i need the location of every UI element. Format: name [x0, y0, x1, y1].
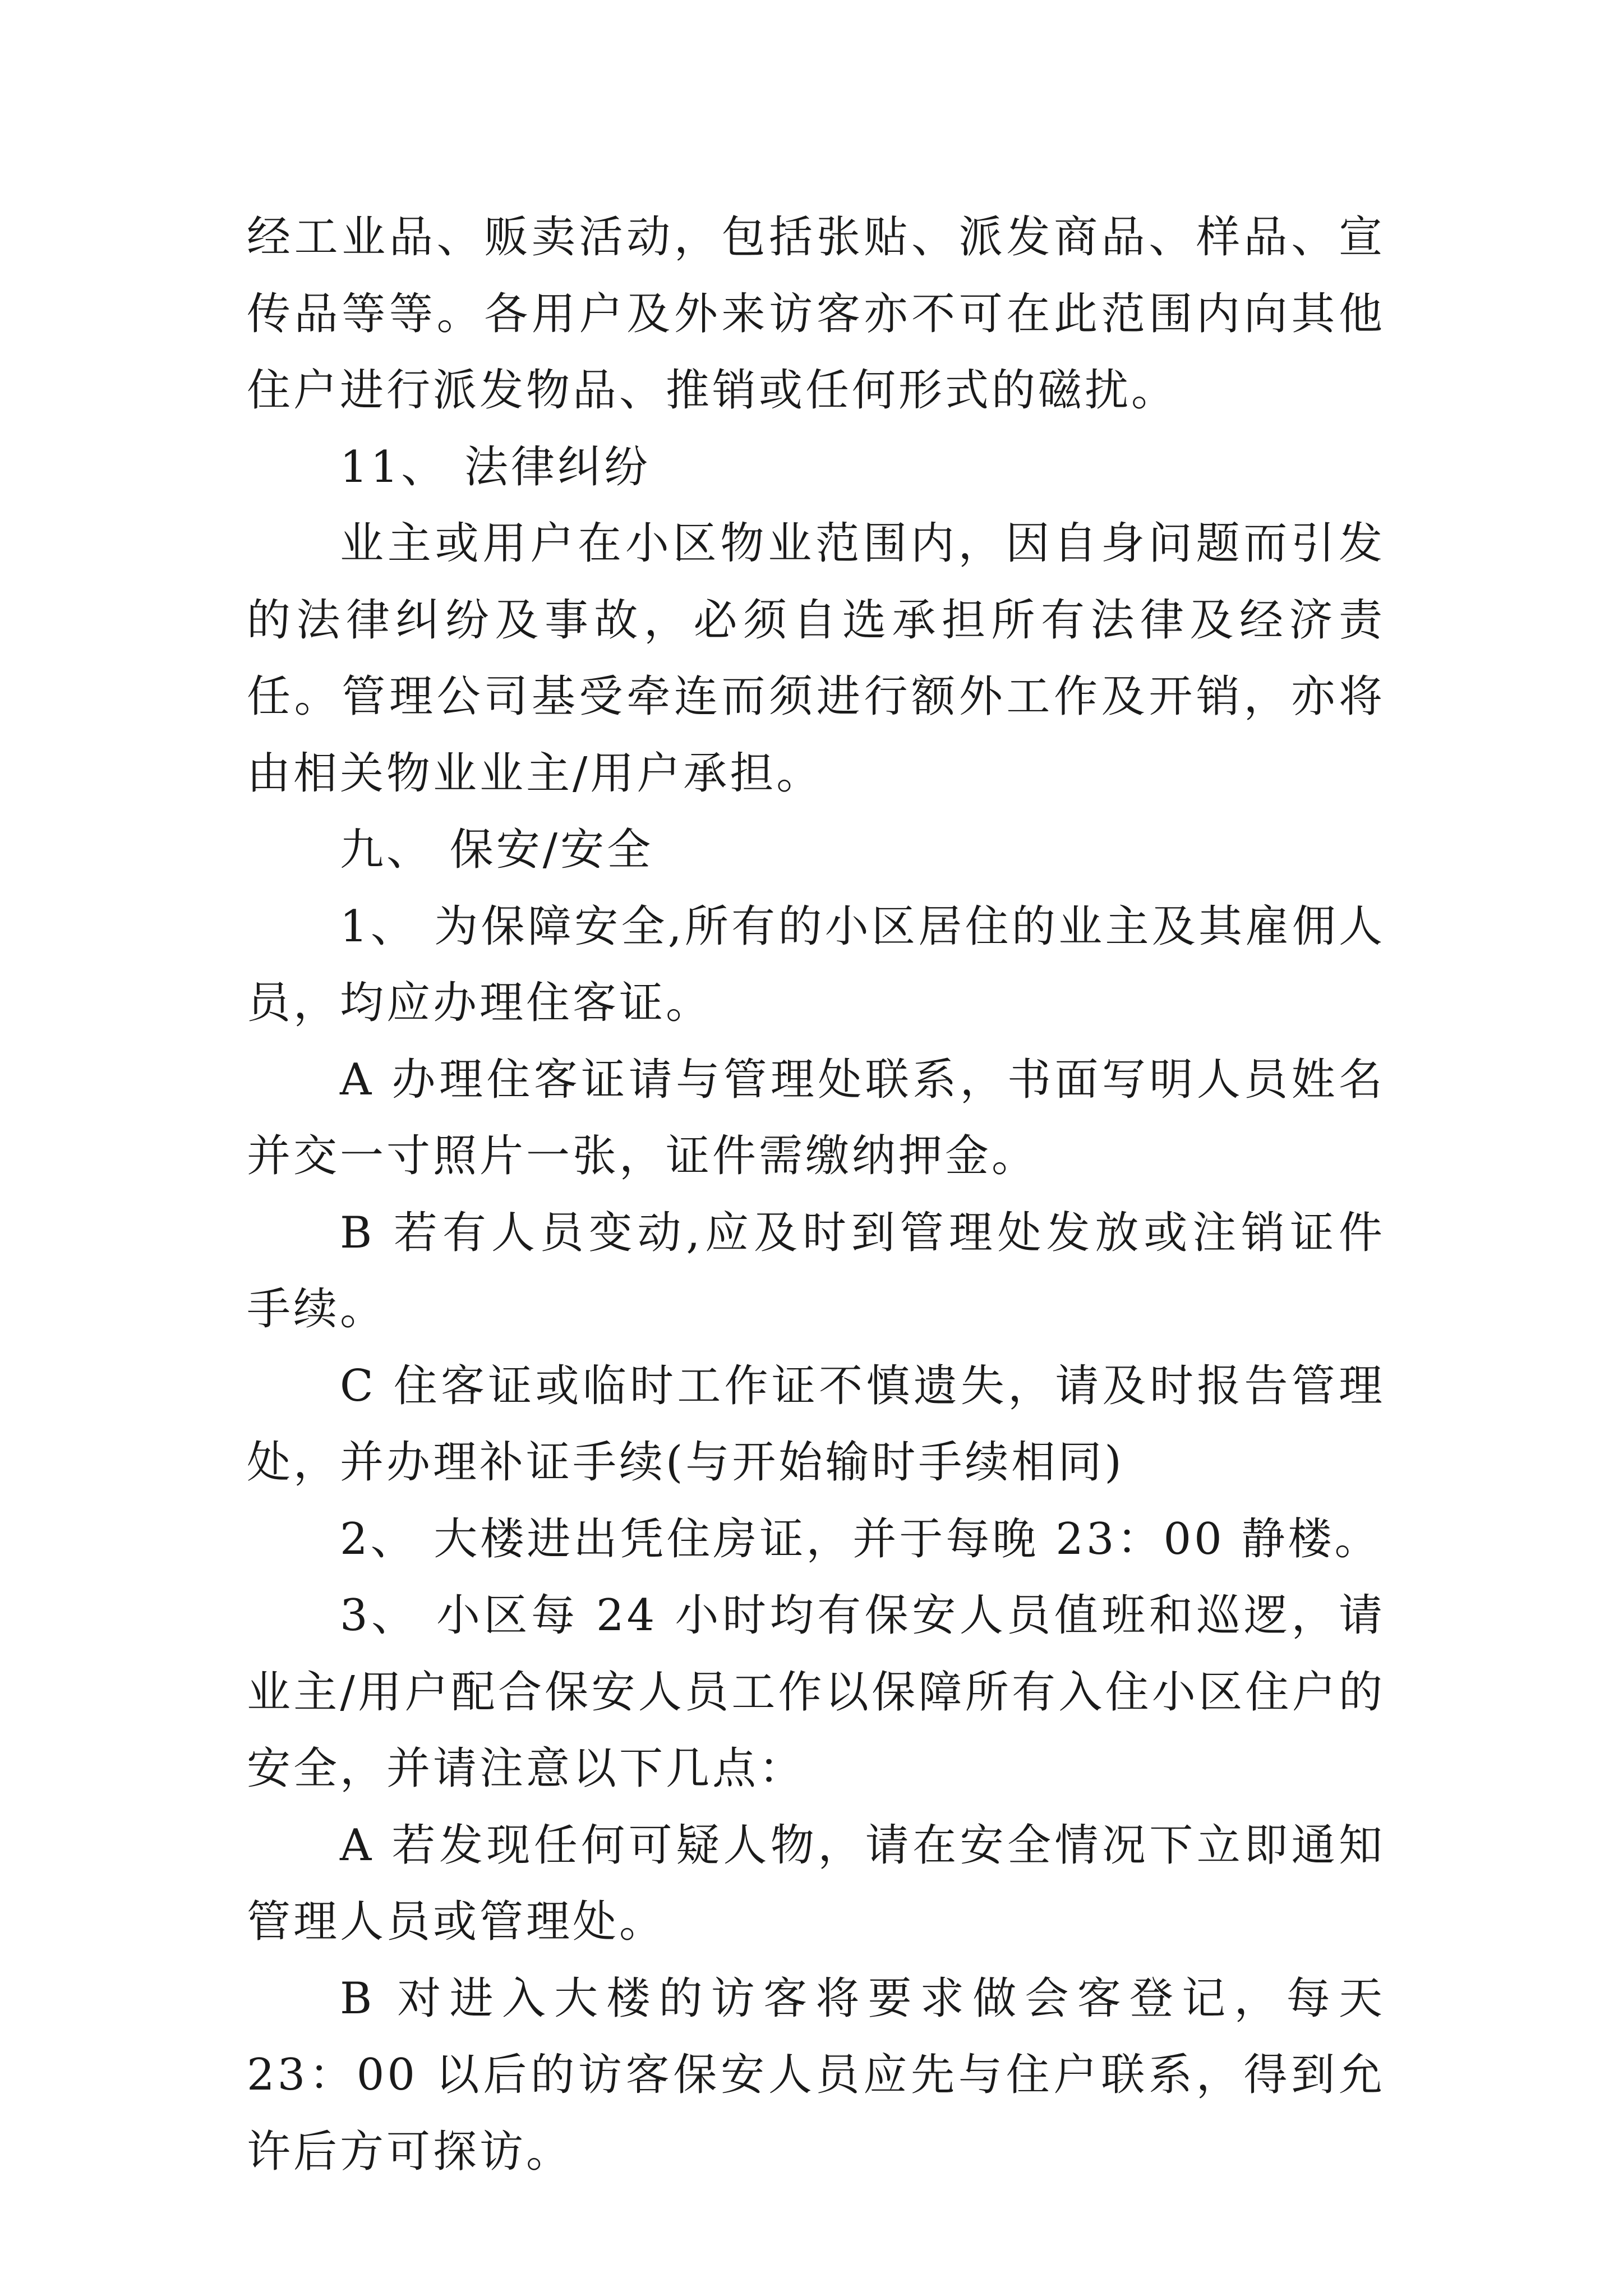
paragraph-security-item-1c: C 住客证或临时工作证不慎遗失，请及时报告管理处，并办理补证手续(与开始输时手续相同)	[247, 1360, 1385, 1488]
paragraph-legal-disputes: 业主或用户在小区物业范围内，因自身问题而引发的法律纠纷及事故，必须自选承担所有法律及经济责任。管理公司基受牵连而须进行额外工作及开销，亦将由相关物业业主/用户承担。	[247, 518, 1385, 799]
section-heading-security: 九、 保安/安全	[340, 825, 654, 875]
paragraph-security-item-3: 3、 小区每 24 小时均有保安人员值班和巡逻，请业主/用户配合保安人员工作以保障所有入住小区住户的安全，并请注意以下几点：	[247, 1590, 1385, 1794]
document-body	[247, 199, 1385, 2190]
section-heading-legal-disputes: 11、 法律纠纷	[340, 441, 651, 493]
paragraph-security-item-3a: A 若发现任何可疑人物，请在安全情况下立即通知管理人员或管理处。	[247, 1820, 1385, 1947]
paragraph-continuation: 经工业品、贩卖活动，包括张贴、派发商品、样品、宣传品等等。各用户及外来访客亦不可在此范围内向其他住户进行派发物品、推销或任何形式的磁扰。	[247, 212, 1385, 416]
paragraph-security-item-1b: B 若有人员变动,应及时到管理处发放或注销证件手续。	[247, 1207, 1385, 1335]
paragraph-security-item-1a: A 办理住客证请与管理处联系，书面写明人员姓名并交一寸照片一张，证件需缴纳押金。	[247, 1054, 1385, 1181]
paragraph-security-item-1: 1、 为保障安全,所有的小区居住的业主及其雇佣人员，均应办理住客证。	[247, 901, 1385, 1028]
paragraph-security-item-3b: B 对进入大楼的访客将要求做会客登记，每天 23：00 以后的访客保安人员应先与住户联系，得到允许后方可探访。	[247, 1973, 1385, 2177]
paragraph-security-item-2: 2、 大楼进出凭住房证，并于每晚 23：00 静楼。	[340, 1513, 1381, 1565]
